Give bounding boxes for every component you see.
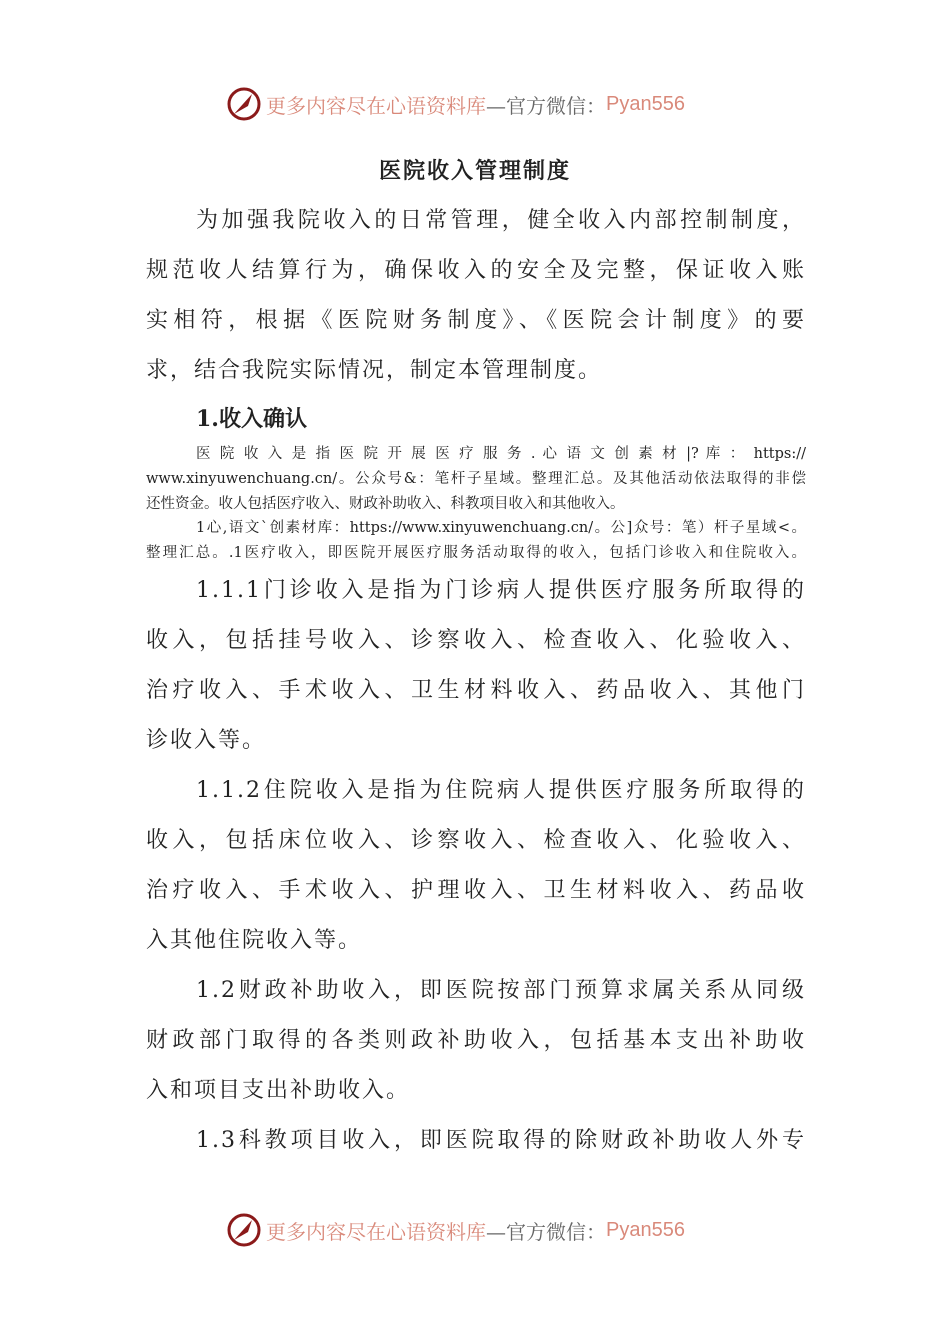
paragraph-line: 规范收人结算行为，确保收入的安全及完整，保证收入账 bbox=[146, 258, 806, 283]
paragraph-line: 为加强我院收入的日常管理，健全收入内部控制制度， bbox=[196, 208, 806, 233]
banner-wechat-label: —官方微信： bbox=[486, 1219, 606, 1244]
paragraph-line: 收入，包括床位收入、诊察收入、检查收入、化验收入、 bbox=[146, 827, 806, 853]
small-line: 整理汇总。.1医疗收入，即医院开展医疗服务活动取得的收入，包括门诊收入和住院收入。 bbox=[146, 545, 806, 562]
paragraph-line: 1.2财政补助收入，即医院按部门预算求属关系从同级 bbox=[196, 977, 806, 1003]
paragraph-line: 收入，包括挂号收入、诊察收入、检查收入、化验收入、 bbox=[146, 627, 806, 653]
banner-wechat-id: Pyan556 bbox=[606, 1218, 685, 1241]
quill-logo-icon bbox=[226, 1212, 262, 1248]
section-heading: 1.收入确认 bbox=[196, 406, 307, 432]
banner-wechat-id: Pyan556 bbox=[606, 92, 685, 115]
banner-text: 更多内容尽在心语资料库 bbox=[266, 93, 486, 118]
small-line: 还性资金。收人包括医疗收入、财政补助收入、科教项目收入和其他收入。 bbox=[146, 495, 625, 512]
paragraph-line: 实相符，根据《医院财务制度》、《医院会计制度》的要 bbox=[146, 308, 806, 333]
document-body bbox=[146, 196, 806, 1166]
paragraph-line: 治疗收入、手术收入、护理收入、卫生材料收入、药品收 bbox=[146, 877, 806, 903]
paragraph-line: 入和项目支出补助收入。 bbox=[146, 1077, 411, 1103]
quill-logo-icon bbox=[226, 86, 262, 122]
banner-text: 更多内容尽在心语资料库 bbox=[266, 1219, 486, 1244]
page-title: 医院收入管理制度 bbox=[378, 158, 571, 184]
paragraph-line: 1.1.2住院收入是指为住院病人提供医疗服务所取得的 bbox=[196, 777, 806, 803]
small-line: 医 院 收 入 是 指 医 院 开 展 医 疗 服 务 . 心 语 文 创 素 材 |? 库 ： https:// bbox=[196, 446, 806, 462]
paragraph-line: 财政部门取得的各类则政补助收入，包括基本支出补助收 bbox=[146, 1027, 806, 1053]
small-line: www.xinyuwenchuang.cn/。公众号&：笔杆子星域。整理汇总。及其他活动依法取得的非偿 bbox=[146, 470, 806, 487]
paragraph-line: 治疗收入、手术收入、卫生材料收入、药品收入、其他门 bbox=[146, 677, 806, 703]
paragraph-line: 求，结合我院实际情况，制定本管理制度。 bbox=[146, 358, 603, 383]
footer-banner bbox=[226, 1210, 726, 1250]
paragraph-line: 1.1.1门诊收入是指为门诊病人提供医疗服务所取得的 bbox=[196, 577, 806, 603]
paragraph-line: 入其他住院收入等。 bbox=[146, 927, 363, 953]
paragraph-line: 诊收入等。 bbox=[146, 727, 267, 753]
small-line: 1心,语文`创素材库：https://www.xinyuwenchuang.cn/。公]众号：笔）杆子星域<。 bbox=[196, 520, 806, 537]
header-banner bbox=[226, 84, 726, 124]
banner-wechat-label: —官方微信： bbox=[486, 93, 606, 118]
paragraph-line: 1.3科教项目收入，即医院取得的除财政补助收人外专 bbox=[196, 1127, 806, 1153]
